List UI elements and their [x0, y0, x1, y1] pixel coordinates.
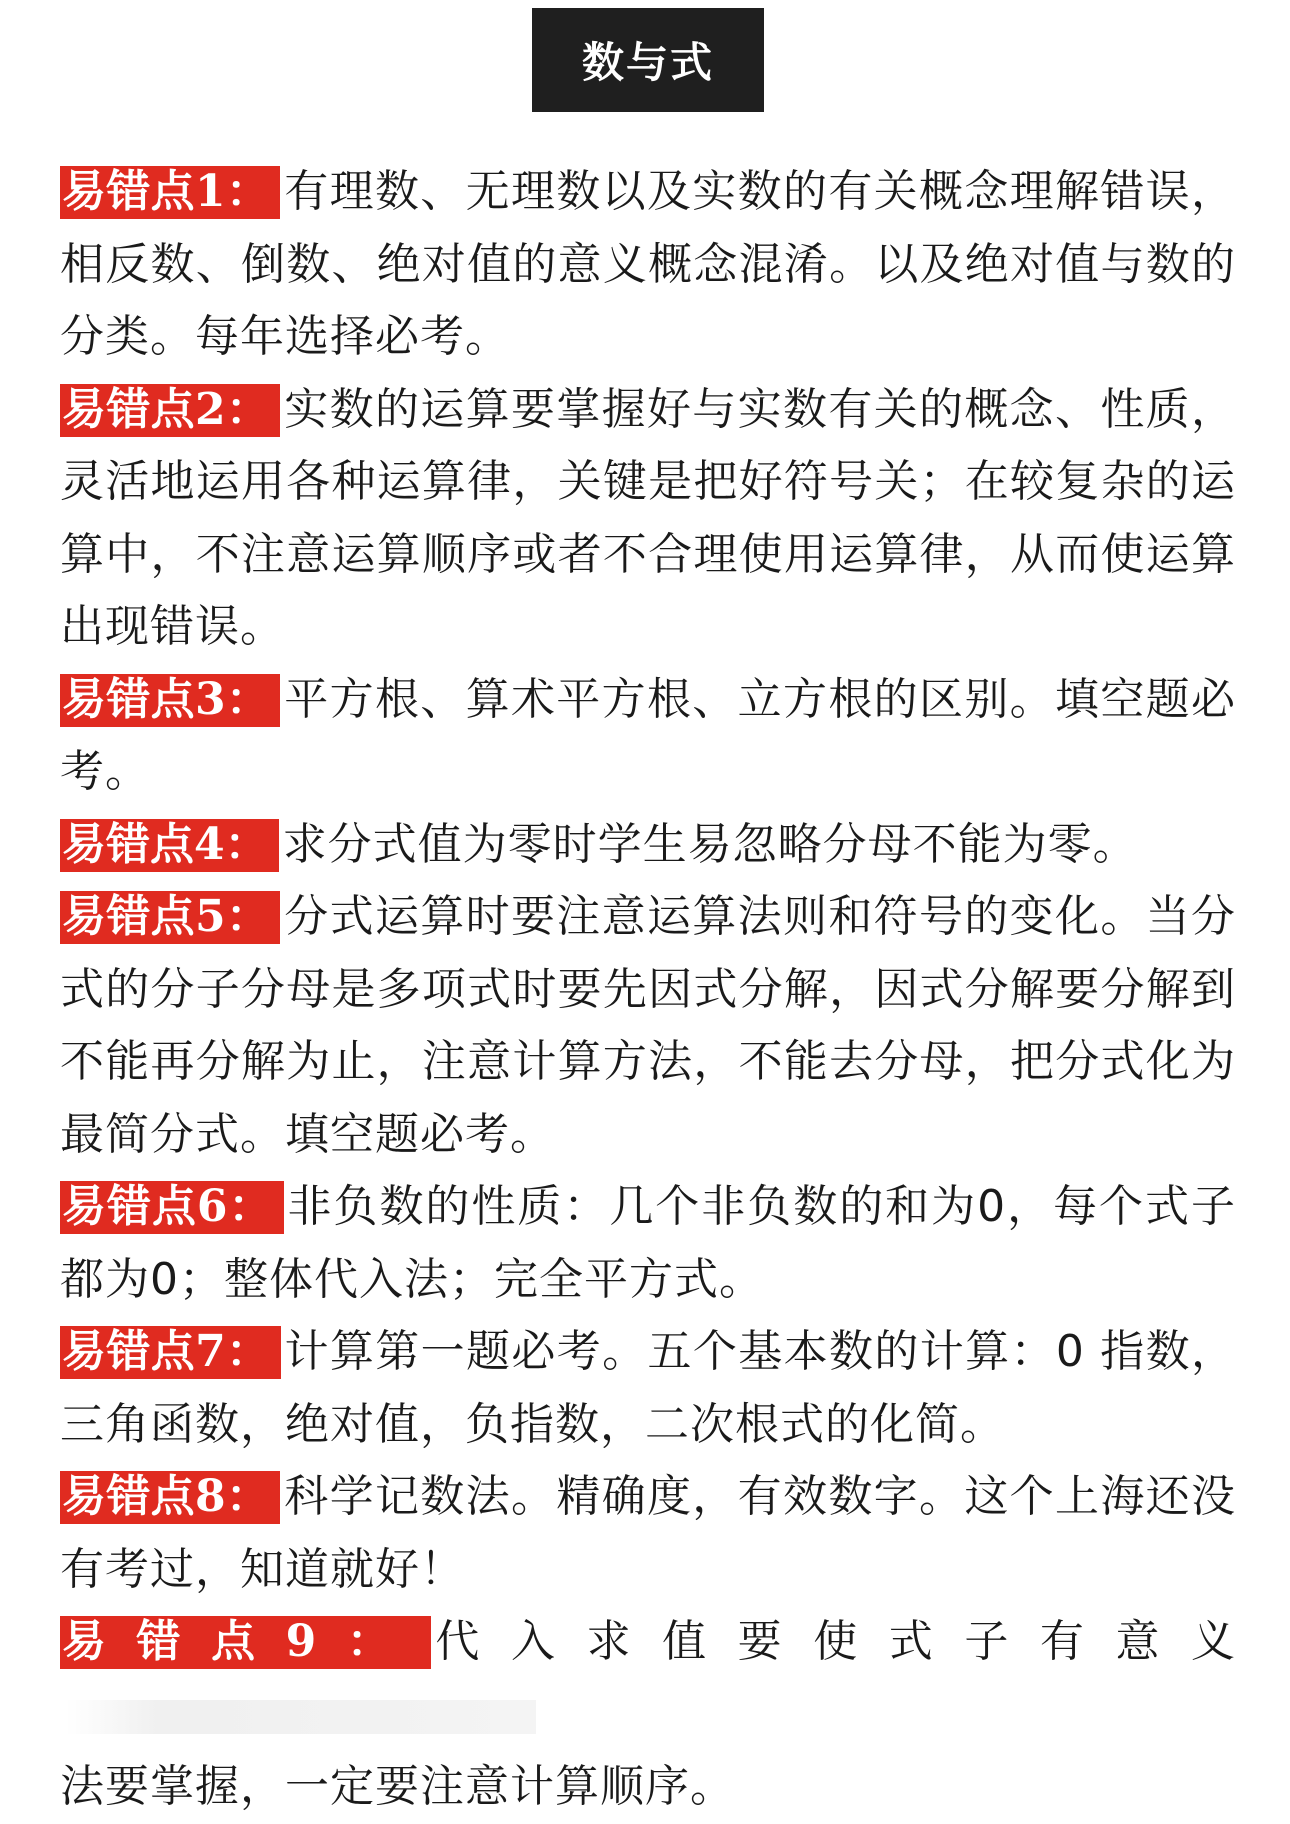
error-point-label: 易错点2： [60, 384, 280, 437]
error-point-8 [60, 1461, 1236, 1606]
error-point-text: 代入求值要使式子有意义 [435, 1616, 1237, 1667]
error-point-text-continued: 法要掌握，一定要注意计算顺序。 [60, 1761, 735, 1812]
error-point-text: 平方根、算术平方根、立方根的区别。填空题必考。 [60, 673, 1236, 797]
error-point-2 [60, 374, 1236, 664]
error-point-1 [60, 156, 1236, 374]
obscured-text-overlay [66, 1700, 536, 1734]
error-point-text: 有理数、无理数以及实数的有关概念理解错误，相反数、倒数、绝对值的意义概念混淆。以及绝对值与数的分类。每年选择必考。 [60, 166, 1236, 362]
error-point-label: 易错点6： [60, 1181, 284, 1234]
error-point-text: 分式运算时要注意运算法则和符号的变化。当分式的分子分母是多项式时要先因式分解，因式分解要分解到不能再分解为止，注意计算方法，不能去分母，把分式化为最简分式。填空题必考。 [60, 891, 1236, 1160]
error-point-label: 易错点4： [60, 819, 279, 872]
error-point-label: 易错点5： [60, 891, 280, 944]
error-point-label: 易错点9： [60, 1616, 431, 1669]
error-point-6 [60, 1171, 1236, 1316]
error-point-label: 易错点3： [60, 674, 280, 727]
error-point-text: 求分式值为零时学生易忽略分母不能为零。 [282, 818, 1138, 870]
error-points-list [60, 156, 1236, 1824]
error-point-text: 计算第一题必考。五个基本数的计算：0 指数，三角函数，绝对值，负指数，二次根式的化简。 [60, 1326, 1236, 1450]
error-point-label: 易错点7： [60, 1326, 281, 1379]
error-point-text: 科学记数法。精确度，有效数字。这个上海还没有考过，知道就好！ [60, 1471, 1236, 1595]
error-point-text: 非负数的性质：几个非负数的和为0，每个式子都为0；整体代入法；完全平方式。 [60, 1181, 1236, 1305]
section-title: 数与式 [532, 8, 764, 112]
error-point-7 [60, 1316, 1236, 1461]
error-point-label: 易错点8： [60, 1471, 280, 1524]
error-point-3 [60, 664, 1236, 809]
error-point-5 [60, 881, 1236, 1171]
error-point-4 [60, 809, 1236, 882]
error-point-label: 易错点1： [60, 166, 280, 219]
error-point-9 [60, 1606, 1236, 1824]
error-point-text: 实数的运算要掌握好与实数有关的概念、性质，灵活地运用各种运算律，关键是把好符号关；在较复杂的运算中，不注意运算顺序或者不合理使用运算律，从而使运算出现错误。 [60, 383, 1236, 652]
